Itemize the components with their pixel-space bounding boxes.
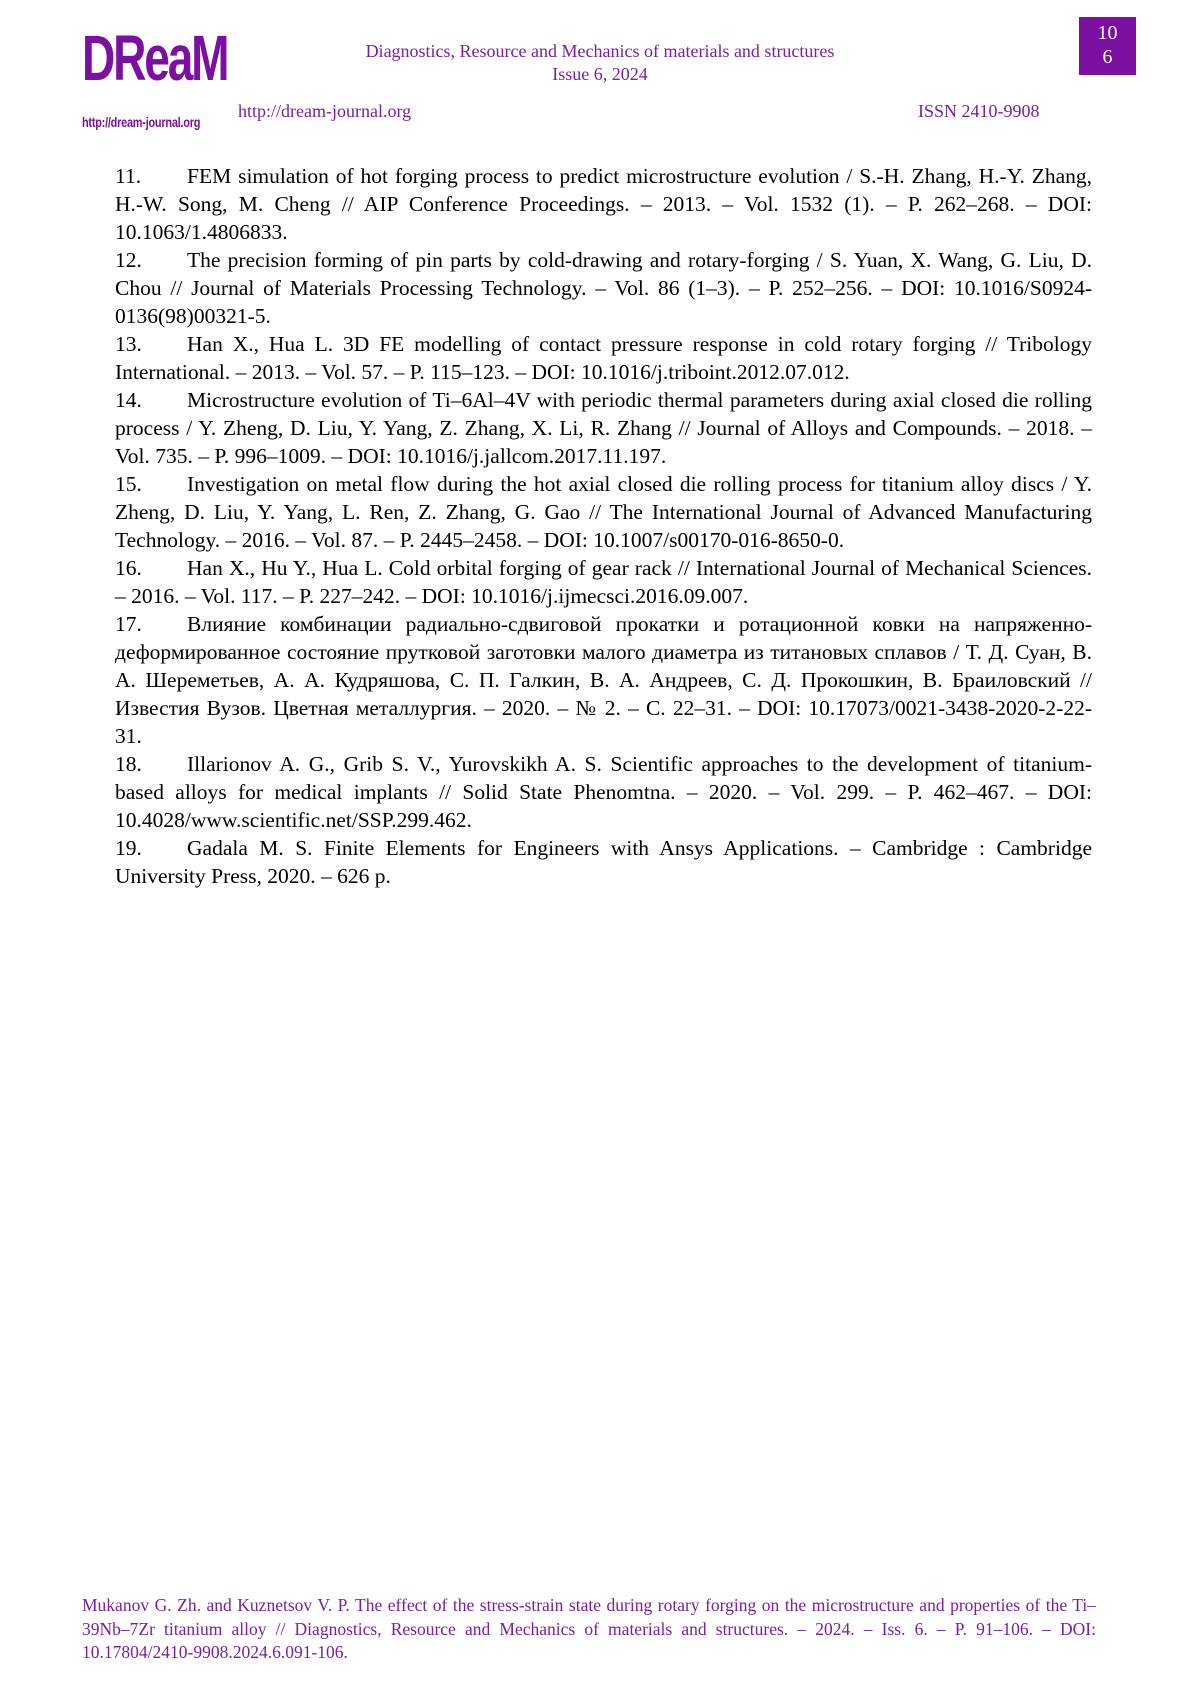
reference-number: 14. [115, 388, 142, 412]
footer-citation: Mukanov G. Zh. and Kuznetsov V. P. The effect of the stress-strain state during rotary forging on the microstructure and properties of the Ti–39Nb–7Zr titanium alloy // Diagnostics, Resource and Mechanics of materials and structures. – 2024. – Iss. 6. – P. 91–106. – DOI: 10.17804/2410-9908.2024.6.091-106. [82, 1595, 1096, 1662]
reference-item [115, 470, 1092, 554]
journal-logo [82, 16, 228, 136]
reference-text: Han X., Hu Y., Hua L. Cold orbital forging of gear rack // International Journal of Mechanical Sciences. – 2016. – Vol. 117. – P. 227–242. – DOI: 10.1016/j.ijmecsci.2016.09.007. [115, 556, 1092, 608]
reference-item [115, 834, 1092, 890]
reference-item [115, 246, 1092, 330]
reference-item [115, 162, 1092, 246]
journal-url-link[interactable]: http://dream-journal.org [238, 101, 412, 121]
reference-number: 12. [115, 248, 142, 272]
reference-text: Gadala M. S. Finite Elements for Engineers with Ansys Applications. – Cambridge : Cambridge University Press, 2020. – 626 p. [115, 836, 1092, 888]
reference-number: 19. [115, 836, 142, 860]
reference-number: 16. [115, 556, 142, 580]
page-number-badge [1079, 17, 1136, 75]
page-number-line1: 10 [1097, 22, 1118, 44]
reference-number: 18. [115, 752, 142, 776]
reference-text: Investigation on metal flow during the hot axial closed die rolling process for titanium alloy discs / Y. Zheng, D. Liu, Y. Yang, L. Ren, Z. Zhang, G. Gao // The International Journal of Advanced Manufacturing Technology. – 2016. – Vol. 87. – P. 2445–2458. – DOI: 10.1007/s00170-016-8650-0. [115, 472, 1092, 552]
reference-item [115, 750, 1092, 834]
page-number-line2: 6 [1102, 46, 1113, 68]
logo-wordmark: DReaM [82, 22, 228, 94]
reference-item [115, 386, 1092, 470]
reference-number: 17. [115, 612, 142, 636]
reference-text: Illarionov A. G., Grib S. V., Yurovskikh A. S. Scientific approaches to the development of titanium-based alloys for medical implants // Solid State Phenomtna. – 2020. – Vol. 299. – P. 462–467. – DOI: 10.4028/www.scientific.net/SSP.299.462. [115, 752, 1092, 832]
logo-url: http://dream-journal.org [82, 114, 201, 130]
reference-item [115, 330, 1092, 386]
reference-list [115, 162, 1092, 890]
journal-issue: Issue 6, 2024 [552, 64, 648, 84]
reference-number: 15. [115, 472, 142, 496]
journal-title: Diagnostics, Resource and Mechanics of materials and structures [365, 41, 835, 61]
reference-text: Влияние комбинации радиально-сдвиговой прокатки и ротационной ковки на напряженно-деформированное состояние прутковой заготовки малого диаметра из титановых сплавов / Т. Д. Суан, В. А. Шереметьев, А. А. Кудряшова, С. П. Галкин, В. А. Андреев, С. Д. Прокошкин, В. Браиловский // Известия Вузов. Цветная металлургия. – 2020. – № 2. – С. 22–31. – DOI: 10.17073/0021-3438-2020-2-22-31. [115, 612, 1092, 748]
reference-item [115, 554, 1092, 610]
reference-text: Han X., Hua L. 3D FE modelling of contact pressure response in cold rotary forging // Tribology International. – 2013. – Vol. 57. – P. 115–123. – DOI: 10.1016/j.triboint.2012.07.012. [115, 332, 1092, 384]
reference-number: 11. [115, 164, 142, 188]
reference-number: 13. [115, 332, 142, 356]
reference-item [115, 610, 1092, 750]
reference-text: Microstructure evolution of Ti–6Al–4V with periodic thermal parameters during axial closed die rolling process / Y. Zheng, D. Liu, Y. Yang, Z. Zhang, X. Li, R. Zhang // Journal of Alloys and Compounds. – 2018. – Vol. 735. – P. 996–1009. – DOI: 10.1016/j.jallcom.2017.11.197. [115, 388, 1092, 468]
reference-text: FEM simulation of hot forging process to predict microstructure evolution / S.-H. Zhang, H.-Y. Zhang, H.-W. Song, M. Cheng // AIP Conference Proceedings. – 2013. – Vol. 1532 (1). – P. 262–268. – DOI: 10.1063/1.4806833. [115, 164, 1092, 244]
journal-header [300, 40, 900, 86]
reference-text: The precision forming of pin parts by cold-drawing and rotary-forging / S. Yuan, X. Wang, G. Liu, D. Chou // Journal of Materials Processing Technology. – Vol. 86 (1–3). – P. 252–256. – DOI: 10.1016/S0924-0136(98)00321-5. [115, 248, 1092, 328]
issn-label: ISSN 2410-9908 [918, 101, 1040, 121]
